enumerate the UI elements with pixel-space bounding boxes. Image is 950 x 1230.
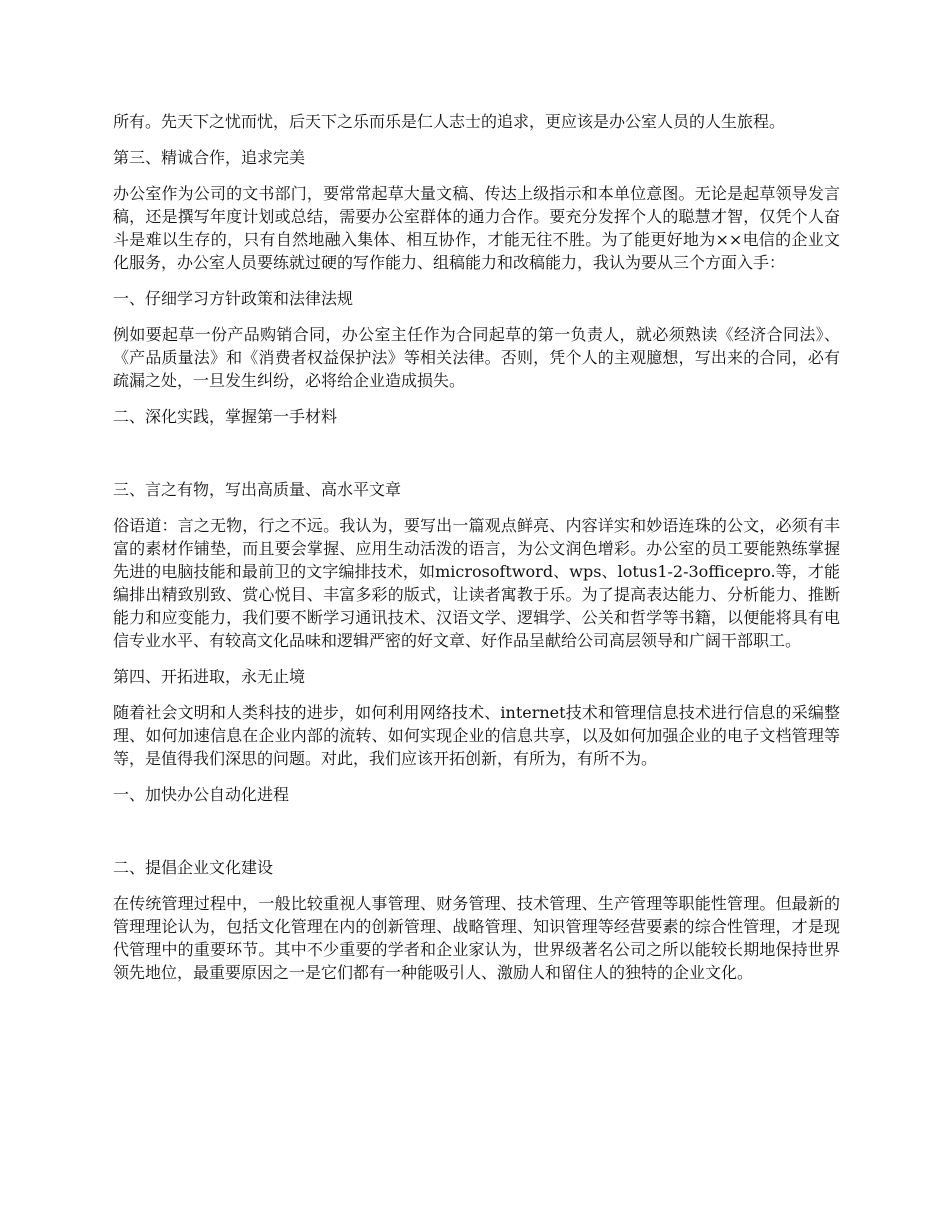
heading-fourth-innovation: 第四、开拓进取，永无止境 — [113, 667, 306, 686]
heading-quality-writing: 三、言之有物，写出高质量、高水平文章 — [113, 480, 402, 499]
heading-study-policies: 一、仔细学习方针政策和法律法规 — [113, 289, 354, 308]
paragraph-writing-skills: 俗语道：言之无物，行之不远。我认为，要写出一篇观点鲜亮、内容详实和妙语连珠的公文，必须有丰富的素材作铺垫，而且要会掌握、应用生动活泼的语言，为公文润色增彩。办公室的员工要能熟练掌握先进的电脑技能和最前卫的文字编排技术，如microsoftword、wps、lotus1-2-3officepro.等，才能编排出精致别致、赏心悦目、丰富多彩的版式，让读者寓教于乐。为了提高表达能力、分析能力、推断能力和应变能力，我们要不断学习通讯技术、汉语文学、逻辑学、公关和哲学等书籍，以便能将具有电信专业水平、有较高文化品味和逻辑严密的好文章、好作品呈献给公司高层领导和广阔干部职工。 — [113, 516, 840, 650]
document-body — [113, 110, 840, 997]
heading-office-automation: 一、加快办公自动化进程 — [113, 785, 290, 804]
paragraph-office-writing: 办公室作为公司的文书部门，要常常起草大量文稿、传达上级指示和本单位意图。无论是起草领导发言稿，还是撰写年度计划或总结，需要办公室群体的通力合作。要充分发挥个人的聪慧才智，仅凭个人奋斗是难以生存的，只有自然地融入集体、相互协作，才能无往不胜。为了能更好地为××电信的企业文化服务，办公室人员要练就过硬的写作能力、组稿能力和改稿能力，我认为要从三个方面入手： — [113, 184, 840, 272]
heading-deepen-practice: 二、深化实践，掌握第一手材料 — [113, 407, 338, 426]
paragraph-intro-end: 所有。先天下之忧而忧，后天下之乐而乐是仁人志士的追求，更应该是办公室人员的人生旅程。 — [113, 112, 786, 131]
paragraph-management-theory: 在传统管理过程中，一般比较重视人事管理、财务管理、技术管理、生产管理等职能性管理。但最新的管理理论认为，包括文化管理在内的创新管理、战略管理、知识管理等经营要素的综合性管理，才是现代管理中的重要环节。其中不少重要的学者和企业家认为，世界级著名公司之所以能较长期地保持世界领先地位，最重要原因之一是它们都有一种能吸引人、激励人和留住人的独特的企业文化。 — [113, 894, 840, 982]
heading-corporate-culture: 二、提倡企业文化建设 — [113, 858, 274, 877]
heading-third-cooperation: 第三、精诚合作，追求完美 — [113, 148, 306, 167]
paragraph-technology-progress: 随着社会文明和人类科技的进步，如何利用网络技术、internet技术和管理信息技术进行信息的采编整理、如何加速信息在企业内部的流转、如何实现企业的信息共享，以及如何加强企业的电子文档管理等等，是值得我们深思的问题。对此，我们应该开拓创新，有所为，有所不为。 — [113, 703, 840, 768]
paragraph-contract-example: 例如要起草一份产品购销合同，办公室主任作为合同起草的第一负责人，就必须熟读《经济合同法》、《产品质量法》和《消费者权益保护法》等相关法律。否则，凭个人的主观臆想，写出来的合同，必有疏漏之处，一旦发生纠纷，必将给企业造成损失。 — [113, 325, 840, 390]
